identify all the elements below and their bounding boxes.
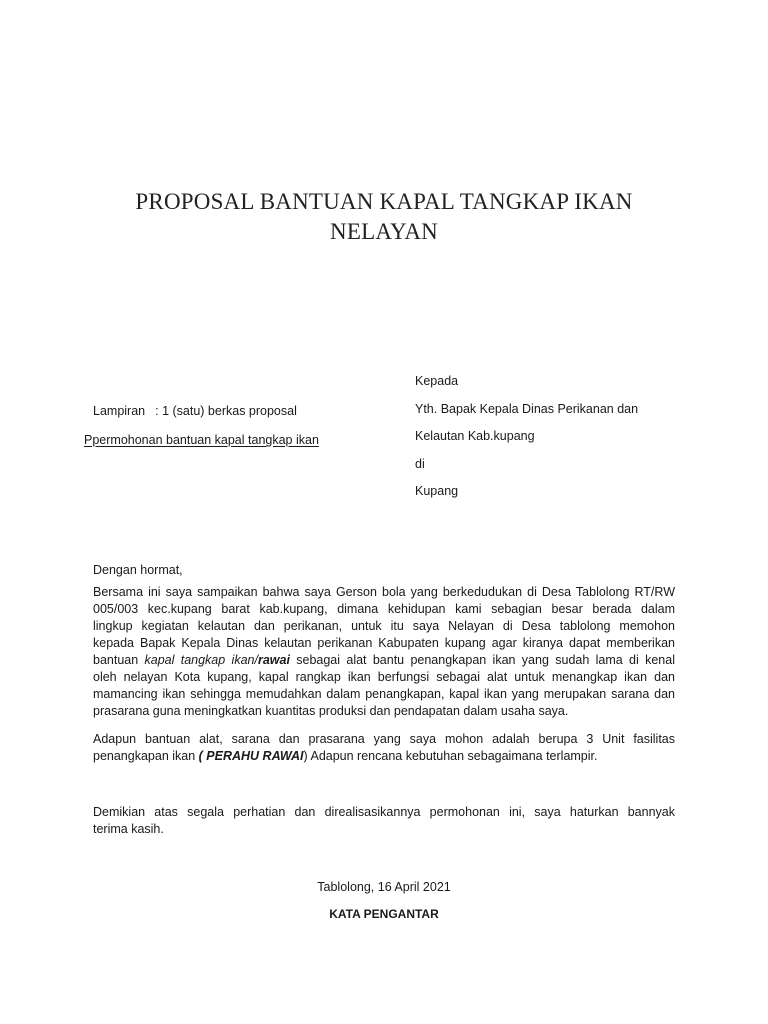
- emphasis-run-bold: rawai: [257, 653, 290, 667]
- recipient-line: Kepada: [415, 374, 459, 388]
- document-title: [60, 187, 708, 247]
- paragraph-line: kepada Bapak Kepala Dinas kelautan perikanan Kabupaten kupang agar kiranya dapat memberikan: [93, 636, 675, 650]
- perihal-line: Ppermohonan bantuan kapal tangkap ikan: [84, 433, 319, 447]
- paragraph-line: lingkup kegiatan kelautan dan perikanan, untuk itu saya Nelayan di Desa tablolong memohon: [93, 619, 675, 633]
- text-run: bantuan: [93, 653, 145, 667]
- paragraph-line: terima kasih.: [93, 822, 164, 836]
- text-run: penangkapan ikan: [93, 749, 199, 763]
- recipient-line: Kupang: [415, 484, 459, 498]
- paragraph-line: Bersama ini saya sampaikan bahwa saya Gerson bola yang berkedudukan di Desa Tablolong RT/RW: [93, 585, 675, 599]
- lampiran-value: : 1 (satu) berkas proposal: [155, 404, 297, 418]
- emphasis-text: ( PERAHU RAWAI: [198, 749, 304, 763]
- title-line-1: PROPOSAL BANTUAN KAPAL TANGKAP IKAN: [135, 189, 633, 214]
- text-run: ) Adapun rencana kebutuhan sebagaimana terlampir.: [303, 749, 598, 763]
- paragraph-assistance: [93, 731, 675, 765]
- recipient-line: di: [415, 456, 425, 471]
- recipient-line: Yth. Bapak Kepala Dinas Perikanan dan: [415, 401, 639, 416]
- salutation: Dengan hormat,: [93, 563, 183, 577]
- paragraph-closing: [93, 804, 675, 838]
- text-run: sebagai alat bantu penangkapan ikan yang sudah lama di kenal: [289, 653, 675, 667]
- lampiran-line: [93, 403, 297, 419]
- paragraph-line: [93, 652, 675, 669]
- paragraph-line: mamancing ikan sehingga memudahkan dalam penangkapan, kapal ikan yang merupakan sarana dan: [93, 687, 675, 701]
- section-heading: KATA PENGANTAR: [329, 907, 439, 921]
- emphasis-run: kapal tangkap ikan/: [144, 653, 258, 667]
- emphasis-text: [145, 653, 290, 667]
- lampiran-label: Lampiran: [93, 404, 146, 418]
- paragraph-line: 005/003 kec.kupang barat kab.kupang, dimana kehidupan kami sebagian besar berada dalam: [93, 602, 675, 616]
- title-line-2: NELAYAN: [330, 219, 438, 244]
- recipient-block: [415, 373, 638, 511]
- paragraph-line: [93, 748, 675, 765]
- paragraph-line: Demikian atas segala perhatian dan direalisasikannya permohonan ini, saya haturkan bannyak: [93, 805, 675, 819]
- paragraph-line: oleh nelayan Kota kupang, kapal rangkap ikan berfungsi sebagai alat untuk menangkap ikan dan: [93, 670, 675, 684]
- paragraph-request: [93, 584, 675, 720]
- paragraph-line: Adapun bantuan alat, sarana dan prasarana yang saya mohon adalah berupa 3 Unit fasilitas: [93, 732, 675, 746]
- place-date: Tablolong, 16 April 2021: [317, 880, 451, 894]
- paragraph-line: prasarana guna meningkatkan kuantitas produksi dan pendapatan dalam usaha saya.: [93, 704, 569, 718]
- recipient-line: Kelautan Kab.kupang: [415, 429, 535, 443]
